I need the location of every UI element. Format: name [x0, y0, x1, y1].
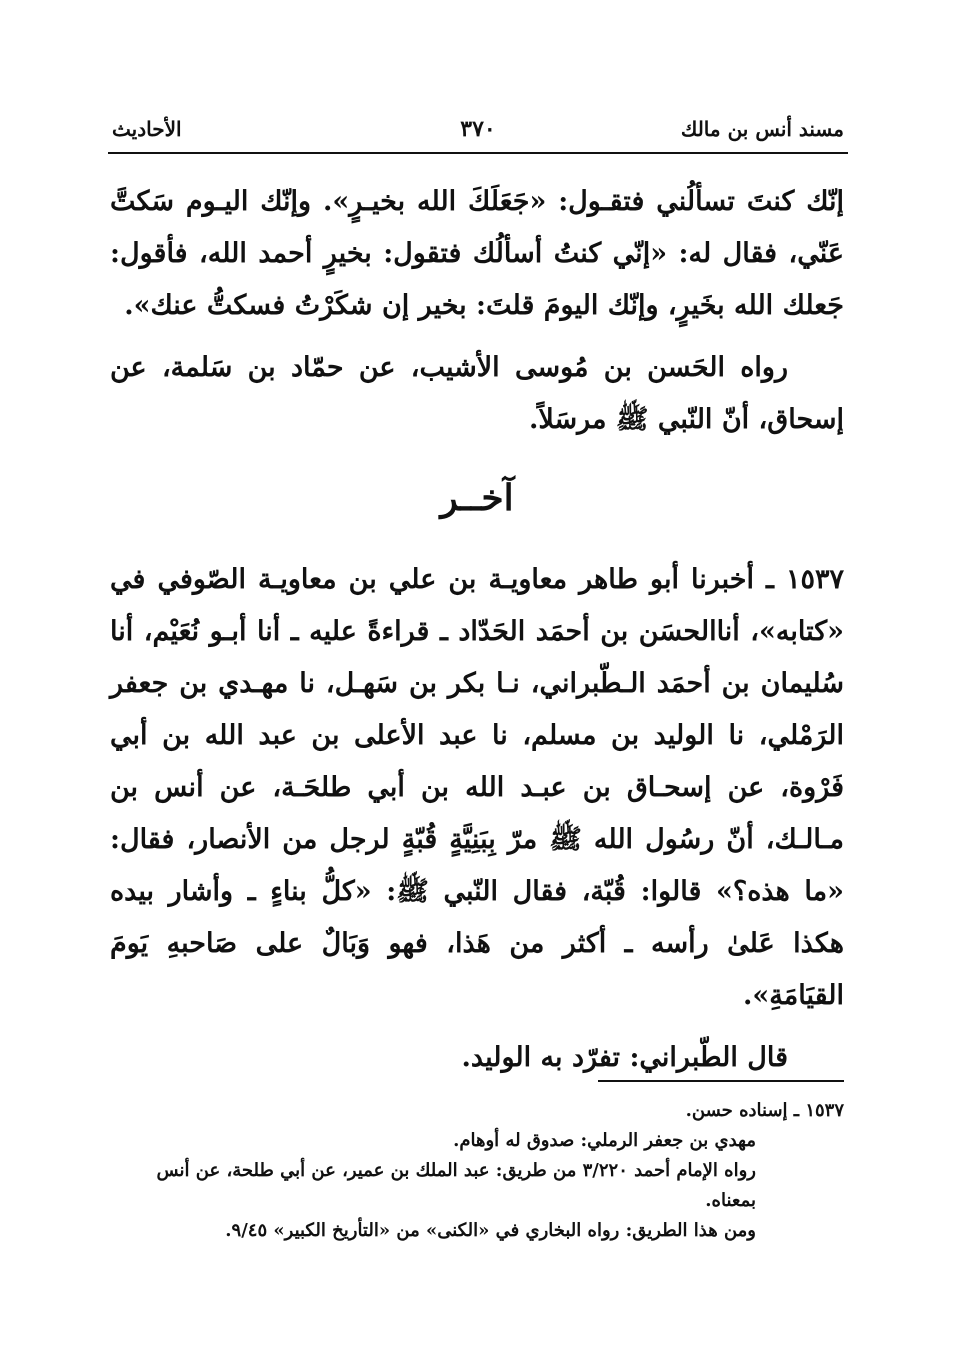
footnotes — [112, 1096, 844, 1246]
section-heading: آخــر — [440, 477, 514, 519]
footnote-divider — [598, 1080, 844, 1082]
paragraph-tabarani-note: قال الطّبراني: تفرّد به الوليد. — [461, 1042, 788, 1073]
page-number: ٣٧٠ — [460, 116, 496, 142]
footnote-line: ومن هذا الطريق: رواه البخاري في «الكنى» من «التأريخ الكبير» ٩/٤٥. — [225, 1220, 756, 1241]
footnote-line: ١٥٣٧ ـ إسناده حسن. — [685, 1100, 844, 1121]
header-section-title: الأحاديث — [112, 117, 182, 141]
hadith-text: ـ أخبرنا أبو طاهر معاويـة بن علي بن معاويـة الصّوفي في «كتابه»، أناالحسَن بن أحمَد الحَدّاد ـ قراءةً عليه ـ أنا أبـو نُعَيْم، أنا سُليمان بن أحمَد الـطّبراني، نـا بكر بن سَهـل، نا مهـدي بن جعفر الرَمْلي، نا الوليد بن مسلم، نا عبد الأعلى بن عبد الله بن أبي فَرْوة، عن إسحـاق بن عبـد الله بن أبي طلحَـة، عن أنس بن مـالـك، أنّ رسُول الله ﷺ مرّ بِبَنِيَّةٍ قُبّةٍ لرجل من الأنصار، فقال: «ما هذه؟» قالوا: قُبّة، فقال النّبي ﷺ: «كلُّ بناءٍ ـ وأشار بيده هكذا عَلىٰ رأسه ـ أكثر من هَذا، فهو وَبَالٌ على صَاحبهِ يَومَ القيَامَةِ». — [110, 564, 844, 1011]
header-book-title: مسند أنس بن مالك — [680, 117, 844, 141]
footnote-line: مهدي بن جعفر الرملي: صدوق له أوهام. — [453, 1130, 756, 1151]
hadith-number: ١٥٣٧ — [785, 564, 844, 595]
hadith-paragraph — [110, 554, 844, 1022]
paragraph-narration: رواه الحَسن بن مُوسى الأشيب، عن حمّاد بن سَلمة، عن إسحاق، أنّ النّبي ﷺ مرسَلاً. — [110, 352, 844, 435]
main-text — [110, 176, 844, 1094]
header-divider — [108, 152, 848, 154]
footnote-line: رواه الإمام أحمد ٣/٢٢٠ من طريق: عبد الملك بن عمير، عن أبي طلحة، عن أنس بمعناه. — [156, 1160, 756, 1211]
running-header — [112, 112, 844, 146]
paragraph-continuation: إنّك كنتَ تسألُني فتقـول: «جَعَلَكَ الله بخيـرٍ». وإنّك اليـوم سَكتَّ عَنّي، فقال له: «إنّي كنتُ أسألُك فتقول: بخيرٍ أحمد الله، فأقول: جَعلك الله بخَيرٍ، وإنّك اليومَ قلتَ: بخير إن شكَرْتُ فسكتُّ عنك». — [110, 186, 844, 321]
